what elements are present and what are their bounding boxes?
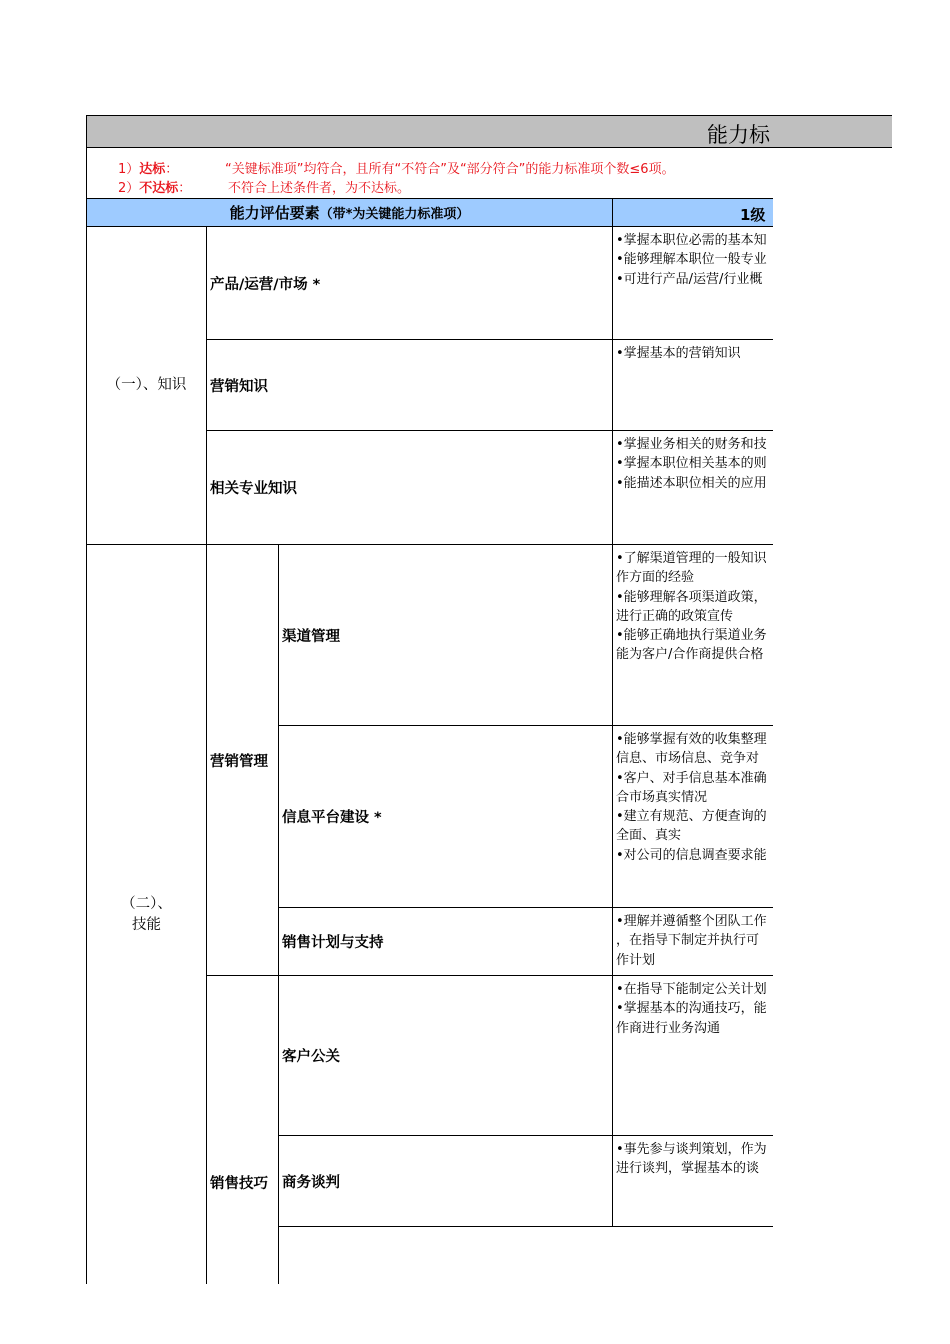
row-desc-negotiation: •事先参与谈判策划，作为 进行谈判，掌握基本的谈: [612, 1135, 773, 1227]
header-level-1: [612, 198, 773, 227]
group-marketing-management: [206, 544, 279, 976]
row-desc-product: •掌握本职位必需的基本知 •能够理解本职位一般专业 •可进行产品/运营/行业概: [612, 226, 773, 340]
row-desc-channel: •了解渠道管理的一般知识 作方面的经验 •能够理解各项渠道政策， 进行正确的政策宣传 •能够正确地执行渠道业务 能为客户/合作商提供合格: [612, 544, 773, 726]
row-channel-management: [278, 544, 613, 726]
header-level-1-label: 1级: [740, 206, 766, 224]
row-desc-customer-pr: •在指导下能制定公关计划 •掌握基本的沟通技巧，能 作商进行业务沟通: [612, 975, 773, 1136]
group-label: 销售技巧: [210, 1176, 268, 1192]
header-elements-label: 能力评估要素: [229, 204, 320, 222]
row-professional-knowledge: [206, 430, 613, 545]
row-desc-marketing: •掌握基本的营销知识: [612, 339, 773, 431]
note-fail-colon: ：: [178, 181, 192, 196]
note-pass: [118, 158, 178, 177]
group-sales-skills: [206, 975, 279, 1284]
category-skills-line2: 技能: [132, 916, 161, 933]
category-knowledge: [86, 226, 207, 545]
group-label: 营销管理: [210, 753, 268, 770]
row-label: 营销知识: [210, 378, 268, 395]
row-label: 销售计划与支持: [282, 935, 384, 951]
category-knowledge-label: （一）、知识: [106, 377, 187, 393]
row-label: 渠道管理: [282, 628, 340, 645]
row-info-platform: [278, 725, 613, 908]
row-desc-info-platform: •能够掌握有效的收集整理 信息、市场信息、竞争对 •客户、对手信息基本准确 合市场真实情况 •建立有规范、方便查询的 全面、真实 •对公司的信息调查要求能: [612, 725, 773, 908]
row-label: 商务谈判: [282, 1174, 340, 1191]
row-label: 信息平台建设 *: [282, 810, 382, 826]
note-pass-number: 1）: [118, 162, 140, 177]
category-skills-line1: （二）、: [121, 895, 172, 912]
category-skills: [86, 544, 207, 1284]
row-business-negotiation: [278, 1135, 613, 1227]
row-desc-sales-plan: •理解并遵循整个团队工作 ，在指导下制定并执行可 作计划: [612, 907, 773, 976]
row-label: 产品/运营/市场 *: [210, 276, 321, 293]
row-label: 客户公关: [282, 1049, 340, 1065]
row-sales-plan-support: [278, 907, 613, 976]
row-desc-professional: •掌握业务相关的财务和技 •掌握本职位相关基本的则 •能描述本职位相关的应用: [612, 430, 773, 545]
row-label: 相关专业知识: [210, 481, 297, 497]
note-fail-text: 不符合上述条件者，为不达标。: [228, 181, 411, 196]
row-product-operation-market: [206, 226, 613, 340]
row-customer-pr: [278, 975, 613, 1136]
sheet-title: 能力标: [707, 123, 770, 147]
row-marketing-knowledge: [206, 339, 613, 431]
note-pass-label: 达标: [139, 162, 166, 177]
note-pass-text: “关键标准项”均符合，且所有“不符合”及“部分符合”的能力标准项个数≤6项。: [225, 162, 675, 177]
header-elements-note: （带*为关键能力标准项）: [319, 207, 470, 222]
note-fail: [118, 177, 191, 196]
note-pass-colon: ：: [165, 162, 179, 177]
note-fail-number: 2）: [118, 181, 140, 196]
notes-left-border: [86, 148, 87, 198]
header-elements: [86, 198, 613, 227]
note-fail-label: 不达标: [139, 181, 179, 196]
